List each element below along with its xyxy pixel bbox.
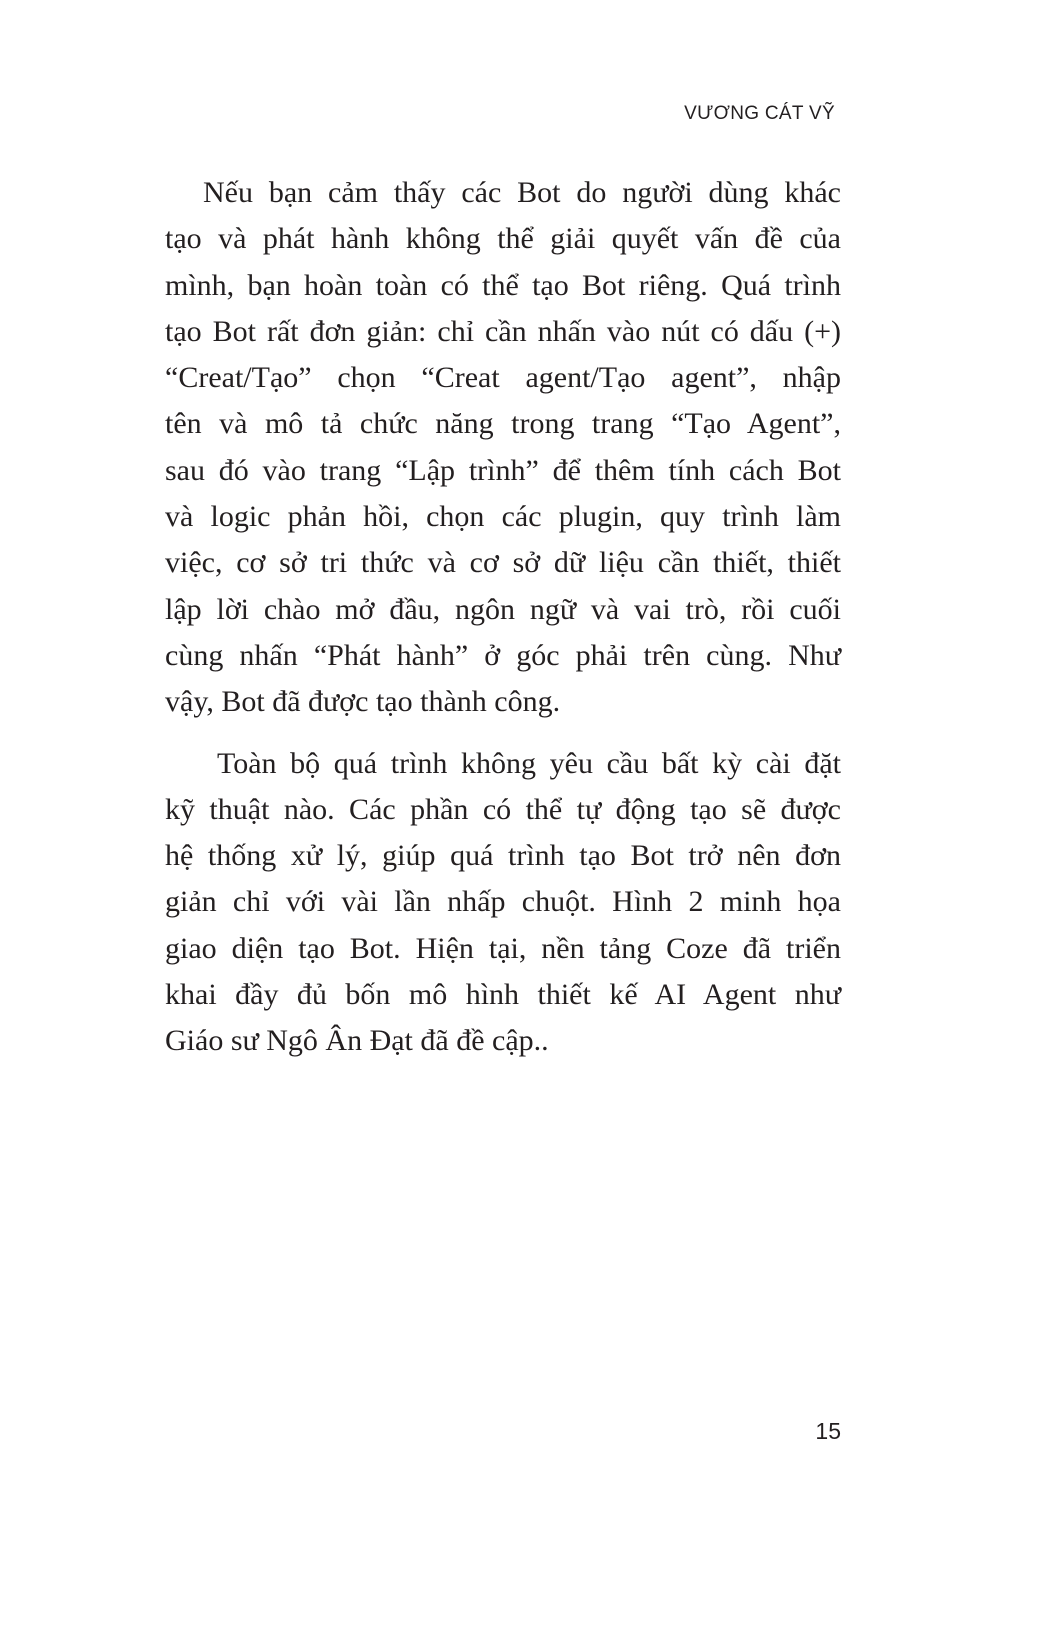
text-line: Giáo sư Ngô Ân Đạt đã đề cập.. (165, 1024, 549, 1058)
text-line: giản chỉ với vài lần nhấp chuột. Hình 2 minh họa (165, 885, 841, 919)
text-line: Toàn bộ quá trình không yêu cầu bất kỳ cài đặt (217, 746, 841, 780)
text-line: giao diện tạo Bot. Hiện tại, nền tảng Coze đã triển (165, 931, 841, 965)
paragraph-1 (165, 170, 841, 726)
text-line: tạo và phát hành không thể giải quyết vấn đề của (165, 222, 841, 256)
text-line: mình, bạn hoàn toàn có thể tạo Bot riêng. Quá trình (165, 268, 841, 302)
text-line: Nếu bạn cảm thấy các Bot do người dùng khác (203, 176, 841, 209)
text-line: và logic phản hồi, chọn các plugin, quy trình làm (165, 500, 841, 534)
text-line: việc, cơ sở tri thức và cơ sở dữ liệu cần thiết, thiết (165, 546, 841, 580)
text-line: “Creat/Tạo” chọn “Creat agent/Tạo agent”, nhập (165, 361, 841, 395)
running-header: VƯƠNG CÁT VỸ (684, 103, 835, 124)
paragraph-2 (165, 741, 841, 1065)
text-line: tên và mô tả chức năng trong trang “Tạo Agent”, (165, 407, 841, 441)
page-number: 15 (815, 1418, 841, 1444)
text-line: hệ thống xử lý, giúp quá trình tạo Bot trở nên đơn (165, 839, 841, 873)
text-line: khai đầy đủ bốn mô hình thiết kế AI Agent như (165, 978, 841, 1012)
body-text (165, 170, 841, 1065)
text-line: tạo Bot rất đơn giản: chỉ cần nhấn vào nút có dấu (+) (165, 314, 841, 348)
text-line: kỹ thuật nào. Các phần có thể tự động tạo sẽ được (165, 792, 841, 826)
text-line: cùng nhấn “Phát hành” ở góc phải trên cùng. Như (165, 638, 841, 672)
text-line: sau đó vào trang “Lập trình” để thêm tính cách Bot (165, 453, 841, 487)
text-line: vậy, Bot đã được tạo thành công. (165, 685, 561, 719)
text-line: lập lời chào mở đầu, ngôn ngữ và vai trò, rồi cuối (165, 592, 841, 626)
